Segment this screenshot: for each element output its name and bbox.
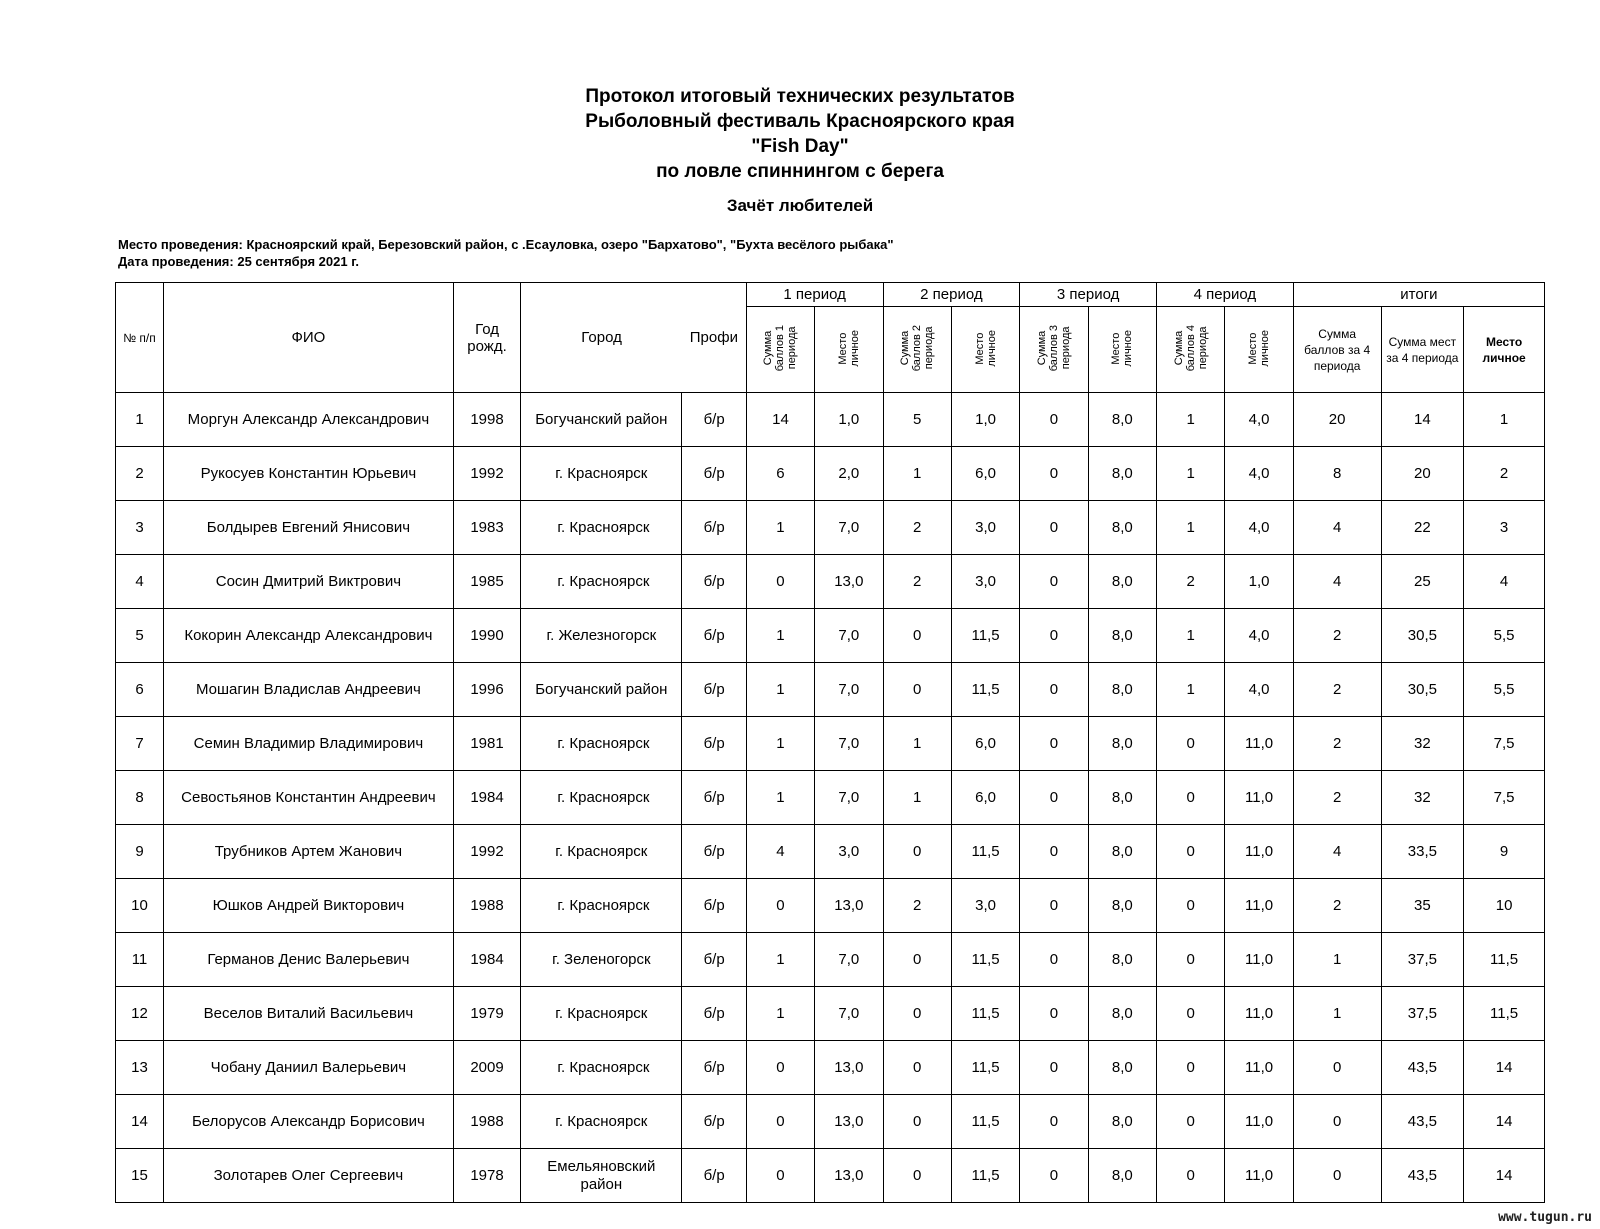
cell-place-3: 8,0 bbox=[1088, 1041, 1156, 1095]
cell-city: г. Красноярск bbox=[521, 1041, 682, 1095]
cell-name: Мошагин Владислав Андреевич bbox=[163, 663, 453, 717]
cell-sum-points: 4 bbox=[1293, 825, 1381, 879]
cell-sum-4: 0 bbox=[1157, 825, 1225, 879]
cell-sum-points: 8 bbox=[1293, 447, 1381, 501]
cell-city: г. Красноярск bbox=[521, 717, 682, 771]
cell-final-place: 4 bbox=[1464, 555, 1545, 609]
cell-sum-4: 1 bbox=[1157, 393, 1225, 447]
cell-num: 3 bbox=[116, 501, 164, 555]
cell-city: г. Красноярск bbox=[521, 987, 682, 1041]
col-header-sum-points: Сумма баллов за 4 периода bbox=[1293, 307, 1381, 393]
cell-place-2: 6,0 bbox=[951, 717, 1019, 771]
watermark: www.tugun.ru bbox=[1498, 1210, 1592, 1225]
cell-profi: б/р bbox=[682, 879, 746, 933]
header-row bbox=[116, 283, 1545, 307]
cell-sum-places: 14 bbox=[1381, 393, 1464, 447]
cell-sum-3: 0 bbox=[1020, 663, 1088, 717]
cell-sum-2: 0 bbox=[883, 1095, 951, 1149]
cell-year: 2009 bbox=[453, 1041, 520, 1095]
cell-place-4: 11,0 bbox=[1225, 825, 1293, 879]
cell-sum-points: 2 bbox=[1293, 663, 1381, 717]
cell-sum-1: 0 bbox=[746, 1041, 814, 1095]
cell-sum-4: 0 bbox=[1157, 987, 1225, 1041]
cell-sum-3: 0 bbox=[1020, 393, 1088, 447]
cell-sum-1: 1 bbox=[746, 609, 814, 663]
cell-year: 1983 bbox=[453, 501, 520, 555]
cell-num: 12 bbox=[116, 987, 164, 1041]
col-header-num: № п/п bbox=[116, 283, 164, 393]
cell-sum-3: 0 bbox=[1020, 825, 1088, 879]
cell-sum-3: 0 bbox=[1020, 987, 1088, 1041]
cell-sum-places: 43,5 bbox=[1381, 1149, 1464, 1203]
cell-sum-3: 0 bbox=[1020, 555, 1088, 609]
cell-sum-1: 0 bbox=[746, 1149, 814, 1203]
cell-city: г. Красноярск bbox=[521, 879, 682, 933]
cell-sum-2: 0 bbox=[883, 1041, 951, 1095]
cell-city: Богучанский район bbox=[521, 663, 682, 717]
cell-year: 1984 bbox=[453, 933, 520, 987]
cell-profi: б/р bbox=[682, 987, 746, 1041]
cell-sum-3: 0 bbox=[1020, 771, 1088, 825]
cell-sum-1: 1 bbox=[746, 663, 814, 717]
cell-sum-3: 0 bbox=[1020, 879, 1088, 933]
cell-num: 11 bbox=[116, 933, 164, 987]
table-row bbox=[116, 1095, 1545, 1149]
cell-place-2: 11,5 bbox=[951, 663, 1019, 717]
cell-sum-places: 22 bbox=[1381, 501, 1464, 555]
cell-sum-1: 0 bbox=[746, 879, 814, 933]
cell-num: 8 bbox=[116, 771, 164, 825]
document-title bbox=[0, 84, 1600, 184]
cell-sum-places: 30,5 bbox=[1381, 609, 1464, 663]
cell-num: 13 bbox=[116, 1041, 164, 1095]
cell-place-3: 8,0 bbox=[1088, 987, 1156, 1041]
cell-place-4: 4,0 bbox=[1225, 393, 1293, 447]
cell-year: 1988 bbox=[453, 1095, 520, 1149]
cell-sum-2: 0 bbox=[883, 663, 951, 717]
cell-sum-3: 0 bbox=[1020, 1041, 1088, 1095]
col-header-period-2: 2 период bbox=[883, 283, 1020, 307]
table-row bbox=[116, 933, 1545, 987]
cell-num: 1 bbox=[116, 393, 164, 447]
cell-place-4: 11,0 bbox=[1225, 1095, 1293, 1149]
cell-sum-places: 32 bbox=[1381, 717, 1464, 771]
cell-place-2: 6,0 bbox=[951, 771, 1019, 825]
cell-place-4: 11,0 bbox=[1225, 1149, 1293, 1203]
cell-place-1: 13,0 bbox=[815, 1041, 883, 1095]
cell-sum-4: 1 bbox=[1157, 447, 1225, 501]
cell-sum-places: 35 bbox=[1381, 879, 1464, 933]
col-header-sum-3: Сумма баллов 3 периода bbox=[1020, 307, 1088, 393]
cell-year: 1985 bbox=[453, 555, 520, 609]
cell-sum-points: 2 bbox=[1293, 771, 1381, 825]
table-row bbox=[116, 663, 1545, 717]
col-header-final-place: Место личное bbox=[1464, 307, 1545, 393]
cell-city: Богучанский район bbox=[521, 393, 682, 447]
cell-place-1: 7,0 bbox=[815, 987, 883, 1041]
cell-sum-4: 0 bbox=[1157, 1095, 1225, 1149]
cell-place-1: 2,0 bbox=[815, 447, 883, 501]
cell-place-3: 8,0 bbox=[1088, 663, 1156, 717]
cell-sum-places: 43,5 bbox=[1381, 1095, 1464, 1149]
cell-sum-4: 0 bbox=[1157, 1041, 1225, 1095]
cell-place-4: 4,0 bbox=[1225, 663, 1293, 717]
cell-year: 1996 bbox=[453, 663, 520, 717]
cell-final-place: 5,5 bbox=[1464, 663, 1545, 717]
col-header-year: Год рожд. bbox=[453, 283, 520, 393]
cell-place-1: 7,0 bbox=[815, 609, 883, 663]
cell-place-4: 11,0 bbox=[1225, 771, 1293, 825]
cell-profi: б/р bbox=[682, 609, 746, 663]
cell-final-place: 3 bbox=[1464, 501, 1545, 555]
cell-sum-4: 0 bbox=[1157, 933, 1225, 987]
table-row bbox=[116, 825, 1545, 879]
cell-sum-4: 1 bbox=[1157, 501, 1225, 555]
col-header-totals: итоги bbox=[1293, 283, 1544, 307]
cell-sum-places: 37,5 bbox=[1381, 933, 1464, 987]
cell-sum-4: 0 bbox=[1157, 1149, 1225, 1203]
cell-place-3: 8,0 bbox=[1088, 717, 1156, 771]
table-row bbox=[116, 555, 1545, 609]
table-row bbox=[116, 717, 1545, 771]
title-line: Протокол итоговый технических результатов bbox=[585, 86, 1015, 107]
cell-sum-2: 0 bbox=[883, 933, 951, 987]
col-header-place-2: Место личное bbox=[951, 307, 1019, 393]
cell-sum-1: 4 bbox=[746, 825, 814, 879]
cell-place-3: 8,0 bbox=[1088, 879, 1156, 933]
cell-year: 1978 bbox=[453, 1149, 520, 1203]
cell-name: Чобану Даниил Валерьевич bbox=[163, 1041, 453, 1095]
cell-sum-points: 1 bbox=[1293, 933, 1381, 987]
cell-year: 1979 bbox=[453, 987, 520, 1041]
table-row bbox=[116, 393, 1545, 447]
table-row bbox=[116, 987, 1545, 1041]
cell-num: 9 bbox=[116, 825, 164, 879]
cell-place-2: 11,5 bbox=[951, 1149, 1019, 1203]
cell-num: 6 bbox=[116, 663, 164, 717]
cell-num: 14 bbox=[116, 1095, 164, 1149]
cell-place-4: 11,0 bbox=[1225, 933, 1293, 987]
cell-num: 15 bbox=[116, 1149, 164, 1203]
title-line: по ловле спиннингом с берега bbox=[656, 161, 944, 182]
cell-sum-points: 4 bbox=[1293, 501, 1381, 555]
cell-final-place: 11,5 bbox=[1464, 987, 1545, 1041]
cell-place-1: 13,0 bbox=[815, 1095, 883, 1149]
cell-sum-points: 0 bbox=[1293, 1041, 1381, 1095]
cell-sum-3: 0 bbox=[1020, 1095, 1088, 1149]
cell-num: 10 bbox=[116, 879, 164, 933]
cell-place-1: 13,0 bbox=[815, 879, 883, 933]
cell-sum-3: 0 bbox=[1020, 933, 1088, 987]
cell-year: 1981 bbox=[453, 717, 520, 771]
cell-sum-places: 37,5 bbox=[1381, 987, 1464, 1041]
cell-sum-4: 0 bbox=[1157, 717, 1225, 771]
cell-sum-2: 2 bbox=[883, 879, 951, 933]
cell-profi: б/р bbox=[682, 825, 746, 879]
col-header-sum-4: Сумма баллов 4 периода bbox=[1157, 307, 1225, 393]
cell-year: 1984 bbox=[453, 771, 520, 825]
cell-sum-1: 6 bbox=[746, 447, 814, 501]
cell-final-place: 7,5 bbox=[1464, 771, 1545, 825]
cell-place-4: 11,0 bbox=[1225, 879, 1293, 933]
cell-name: Юшков Андрей Викторович bbox=[163, 879, 453, 933]
cell-num: 2 bbox=[116, 447, 164, 501]
cell-place-1: 1,0 bbox=[815, 393, 883, 447]
col-header-place-3: Место личное bbox=[1088, 307, 1156, 393]
table-row bbox=[116, 501, 1545, 555]
cell-city: г. Железногорск bbox=[521, 609, 682, 663]
cell-sum-points: 2 bbox=[1293, 879, 1381, 933]
cell-sum-3: 0 bbox=[1020, 1149, 1088, 1203]
cell-sum-3: 0 bbox=[1020, 609, 1088, 663]
cell-place-1: 7,0 bbox=[815, 771, 883, 825]
cell-name: Золотарев Олег Сергеевич bbox=[163, 1149, 453, 1203]
cell-name: Белорусов Александр Борисович bbox=[163, 1095, 453, 1149]
cell-place-1: 13,0 bbox=[815, 1149, 883, 1203]
cell-name: Веселов Виталий Васильевич bbox=[163, 987, 453, 1041]
col-header-city: Город bbox=[521, 283, 682, 393]
cell-sum-4: 1 bbox=[1157, 609, 1225, 663]
cell-profi: б/р bbox=[682, 1095, 746, 1149]
cell-name: Семин Владимир Владимирович bbox=[163, 717, 453, 771]
cell-sum-2: 0 bbox=[883, 1149, 951, 1203]
cell-place-2: 11,5 bbox=[951, 1041, 1019, 1095]
cell-place-3: 8,0 bbox=[1088, 933, 1156, 987]
table-row bbox=[116, 447, 1545, 501]
cell-place-3: 8,0 bbox=[1088, 1095, 1156, 1149]
cell-place-3: 8,0 bbox=[1088, 555, 1156, 609]
cell-sum-2: 1 bbox=[883, 447, 951, 501]
cell-place-1: 13,0 bbox=[815, 555, 883, 609]
cell-place-2: 6,0 bbox=[951, 447, 1019, 501]
cell-place-2: 11,5 bbox=[951, 933, 1019, 987]
cell-profi: б/р bbox=[682, 555, 746, 609]
cell-place-1: 7,0 bbox=[815, 717, 883, 771]
cell-final-place: 14 bbox=[1464, 1149, 1545, 1203]
cell-place-4: 4,0 bbox=[1225, 447, 1293, 501]
cell-place-1: 3,0 bbox=[815, 825, 883, 879]
cell-profi: б/р bbox=[682, 1041, 746, 1095]
cell-place-4: 11,0 bbox=[1225, 1041, 1293, 1095]
cell-sum-places: 20 bbox=[1381, 447, 1464, 501]
cell-place-3: 8,0 bbox=[1088, 609, 1156, 663]
table-row bbox=[116, 879, 1545, 933]
cell-final-place: 2 bbox=[1464, 447, 1545, 501]
cell-city: г. Зеленогорск bbox=[521, 933, 682, 987]
cell-profi: б/р bbox=[682, 501, 746, 555]
cell-profi: б/р bbox=[682, 447, 746, 501]
col-header-period-4: 4 период bbox=[1157, 283, 1294, 307]
cell-place-1: 7,0 bbox=[815, 501, 883, 555]
cell-sum-places: 30,5 bbox=[1381, 663, 1464, 717]
event-meta bbox=[118, 236, 894, 270]
table-row bbox=[116, 1041, 1545, 1095]
cell-sum-1: 1 bbox=[746, 501, 814, 555]
cell-profi: б/р bbox=[682, 717, 746, 771]
cell-sum-4: 1 bbox=[1157, 663, 1225, 717]
cell-place-3: 8,0 bbox=[1088, 1149, 1156, 1203]
cell-sum-1: 1 bbox=[746, 933, 814, 987]
cell-sum-1: 0 bbox=[746, 1095, 814, 1149]
cell-place-4: 11,0 bbox=[1225, 717, 1293, 771]
cell-sum-1: 1 bbox=[746, 771, 814, 825]
cell-sum-1: 1 bbox=[746, 987, 814, 1041]
cell-sum-2: 5 bbox=[883, 393, 951, 447]
cell-year: 1990 bbox=[453, 609, 520, 663]
cell-sum-2: 1 bbox=[883, 771, 951, 825]
col-header-period-3: 3 период bbox=[1020, 283, 1157, 307]
cell-place-3: 8,0 bbox=[1088, 771, 1156, 825]
cell-sum-points: 2 bbox=[1293, 609, 1381, 663]
col-header-profi: Профи bbox=[682, 283, 746, 393]
cell-sum-places: 33,5 bbox=[1381, 825, 1464, 879]
cell-final-place: 10 bbox=[1464, 879, 1545, 933]
cell-final-place: 1 bbox=[1464, 393, 1545, 447]
cell-final-place: 11,5 bbox=[1464, 933, 1545, 987]
cell-place-3: 8,0 bbox=[1088, 501, 1156, 555]
col-header-sum-2: Сумма баллов 2 периода bbox=[883, 307, 951, 393]
cell-sum-2: 0 bbox=[883, 609, 951, 663]
cell-num: 5 bbox=[116, 609, 164, 663]
col-header-place-4: Место личное bbox=[1225, 307, 1293, 393]
cell-profi: б/р bbox=[682, 933, 746, 987]
cell-final-place: 9 bbox=[1464, 825, 1545, 879]
cell-sum-points: 0 bbox=[1293, 1149, 1381, 1203]
title-line: "Fish Day" bbox=[751, 136, 849, 157]
cell-name: Моргун Александр Александрович bbox=[163, 393, 453, 447]
cell-sum-points: 20 bbox=[1293, 393, 1381, 447]
cell-sum-places: 25 bbox=[1381, 555, 1464, 609]
event-venue: Место проведения: Красноярский край, Березовский район, с .Есауловка, озеро "Бархатово", "Бухта весёлого рыбака" bbox=[118, 237, 894, 252]
col-header-name: ФИО bbox=[163, 283, 453, 393]
cell-sum-3: 0 bbox=[1020, 447, 1088, 501]
table-row bbox=[116, 609, 1545, 663]
cell-sum-3: 0 bbox=[1020, 717, 1088, 771]
cell-year: 1992 bbox=[453, 825, 520, 879]
cell-sum-points: 2 bbox=[1293, 717, 1381, 771]
document-subtitle: Зачёт любителей bbox=[726, 196, 874, 215]
cell-year: 1992 bbox=[453, 447, 520, 501]
cell-sum-points: 1 bbox=[1293, 987, 1381, 1041]
cell-sum-1: 1 bbox=[746, 717, 814, 771]
cell-sum-4: 0 bbox=[1157, 771, 1225, 825]
cell-profi: б/р bbox=[682, 663, 746, 717]
col-header-sum-places: Сумма мест за 4 периода bbox=[1381, 307, 1464, 393]
event-date: Дата проведения: 25 сентября 2021 г. bbox=[118, 254, 359, 269]
cell-place-2: 3,0 bbox=[951, 501, 1019, 555]
cell-num: 7 bbox=[116, 717, 164, 771]
cell-place-2: 11,5 bbox=[951, 987, 1019, 1041]
cell-place-1: 7,0 bbox=[815, 933, 883, 987]
cell-sum-4: 2 bbox=[1157, 555, 1225, 609]
cell-name: Болдырев Евгений Янисович bbox=[163, 501, 453, 555]
cell-city: г. Красноярск bbox=[521, 771, 682, 825]
cell-name: Севостьянов Константин Андреевич bbox=[163, 771, 453, 825]
cell-place-2: 11,5 bbox=[951, 609, 1019, 663]
col-header-period-1: 1 период bbox=[746, 283, 883, 307]
cell-place-4: 1,0 bbox=[1225, 555, 1293, 609]
cell-sum-2: 0 bbox=[883, 825, 951, 879]
cell-place-4: 11,0 bbox=[1225, 987, 1293, 1041]
cell-sum-places: 32 bbox=[1381, 771, 1464, 825]
cell-sum-points: 0 bbox=[1293, 1095, 1381, 1149]
cell-city: Емельяновский район bbox=[521, 1149, 682, 1203]
cell-place-2: 3,0 bbox=[951, 879, 1019, 933]
cell-city: г. Красноярск bbox=[521, 501, 682, 555]
cell-sum-points: 4 bbox=[1293, 555, 1381, 609]
cell-place-3: 8,0 bbox=[1088, 447, 1156, 501]
table-row bbox=[116, 771, 1545, 825]
cell-city: г. Красноярск bbox=[521, 555, 682, 609]
title-line: Рыболовный фестиваль Красноярского края bbox=[585, 111, 1015, 132]
cell-final-place: 14 bbox=[1464, 1041, 1545, 1095]
cell-sum-2: 2 bbox=[883, 501, 951, 555]
cell-profi: б/р bbox=[682, 1149, 746, 1203]
cell-place-2: 1,0 bbox=[951, 393, 1019, 447]
cell-sum-3: 0 bbox=[1020, 501, 1088, 555]
cell-profi: б/р bbox=[682, 771, 746, 825]
cell-num: 4 bbox=[116, 555, 164, 609]
cell-final-place: 14 bbox=[1464, 1095, 1545, 1149]
cell-year: 1998 bbox=[453, 393, 520, 447]
cell-name: Кокорин Александр Александрович bbox=[163, 609, 453, 663]
cell-place-2: 11,5 bbox=[951, 825, 1019, 879]
col-header-sum-1: Сумма баллов 1 периода bbox=[746, 307, 814, 393]
cell-name: Трубников Артем Жанович bbox=[163, 825, 453, 879]
cell-year: 1988 bbox=[453, 879, 520, 933]
cell-place-3: 8,0 bbox=[1088, 393, 1156, 447]
cell-sum-4: 0 bbox=[1157, 879, 1225, 933]
cell-name: Германов Денис Валерьевич bbox=[163, 933, 453, 987]
cell-place-4: 4,0 bbox=[1225, 501, 1293, 555]
results-table bbox=[115, 282, 1545, 1203]
cell-place-3: 8,0 bbox=[1088, 825, 1156, 879]
cell-profi: б/р bbox=[682, 393, 746, 447]
cell-place-1: 7,0 bbox=[815, 663, 883, 717]
cell-city: г. Красноярск bbox=[521, 825, 682, 879]
cell-sum-2: 2 bbox=[883, 555, 951, 609]
cell-final-place: 5,5 bbox=[1464, 609, 1545, 663]
cell-place-2: 11,5 bbox=[951, 1095, 1019, 1149]
cell-name: Рукосуев Константин Юрьевич bbox=[163, 447, 453, 501]
cell-place-2: 3,0 bbox=[951, 555, 1019, 609]
cell-sum-2: 1 bbox=[883, 717, 951, 771]
cell-sum-1: 14 bbox=[746, 393, 814, 447]
cell-name: Сосин Дмитрий Виктрович bbox=[163, 555, 453, 609]
cell-place-4: 4,0 bbox=[1225, 609, 1293, 663]
cell-sum-1: 0 bbox=[746, 555, 814, 609]
cell-city: г. Красноярск bbox=[521, 447, 682, 501]
cell-sum-2: 0 bbox=[883, 987, 951, 1041]
table-row bbox=[116, 1149, 1545, 1203]
cell-final-place: 7,5 bbox=[1464, 717, 1545, 771]
cell-city: г. Красноярск bbox=[521, 1095, 682, 1149]
cell-sum-places: 43,5 bbox=[1381, 1041, 1464, 1095]
col-header-place-1: Место личное bbox=[815, 307, 883, 393]
